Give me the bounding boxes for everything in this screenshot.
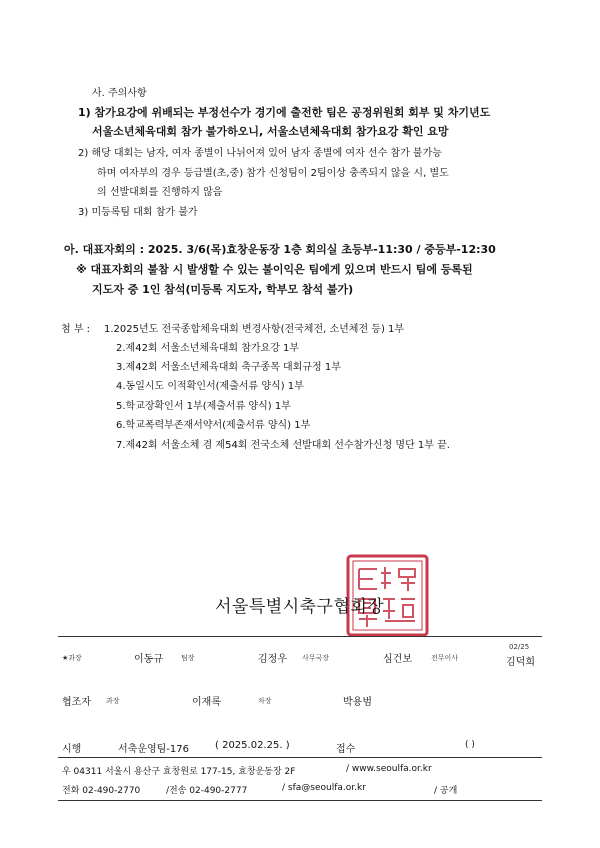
footer-address: 우 04311 서울시 용산구 효창원로 177-15, 효창운동장 2F — [62, 767, 296, 777]
enforce-number: 서축운영팀-176 — [118, 744, 189, 755]
approval-date-4: 02/25 — [509, 643, 530, 651]
attachments-label: 첨 부 : — [61, 324, 91, 335]
attachment-item: 6.학교폭력부존재서약서(제출서류 양식) 1부 — [116, 420, 311, 431]
receive-label: 접수 — [336, 744, 356, 755]
cooperation-role-2: 차장 — [258, 697, 272, 705]
divider-top — [58, 636, 542, 637]
footer-website[interactable]: / www.seoulfa.or.kr — [346, 764, 432, 774]
approval-role-3: 사무국장 — [302, 654, 330, 662]
cooperation-label: 협조자 — [62, 697, 91, 708]
divider-bottom — [58, 800, 542, 801]
section-sa-heading: 사. 주의사항 — [92, 88, 147, 99]
section-sa-item1-line2: 서울소년체육대회 참가 불가하오니, 서울소년체육대회 참가요강 확인 요망 — [92, 125, 449, 138]
attachment-item: 1.2025년도 전국종합체육대회 변경사항(전국체전, 소년체전 등) 1부 — [104, 324, 405, 335]
attachment-item: 3.제42회 서울소년체육대회 축구종목 대회규정 1부 — [116, 362, 341, 373]
attachment-item: 4.동일시도 이적확인서(제출서류 양식) 1부 — [116, 381, 304, 392]
footer-email[interactable]: / sfa@seoulfa.or.kr — [282, 783, 366, 793]
approval-name-4: 김덕희 — [506, 657, 535, 668]
section-sa-item2-line2: 하며 여자부의 경우 등급별(초,중) 참가 신청팀이 2팀이상 충족되지 않을 시, 별도 — [97, 168, 449, 179]
approval-role-4: 전무이사 — [431, 654, 459, 662]
approval-role-2: 팀장 — [181, 654, 195, 662]
section-a-note-line2: 지도자 중 1인 참석(미등록 지도자, 학부모 참석 불가) — [92, 283, 354, 296]
organization-title: 서울특별시축구협회장 — [215, 597, 385, 617]
section-a-line1: 아. 대표자회의 : 2025. 3/6(목)효창운동장 1층 회의실 초등부-11:30 / 중등부-12:30 — [64, 243, 496, 256]
section-sa-item2-line1: 2) 해당 대회는 남자, 여자 종별이 나뉘어져 있어 남자 종별에 여자 선수 참가 불가능 — [78, 148, 442, 159]
enforce-date: ( 2025.02.25. ) — [215, 740, 290, 751]
approval-name-1: 이동규 — [134, 654, 163, 665]
cooperation-role-1: 과장 — [106, 697, 120, 705]
footer-phone: 전화 02-490-2770 — [62, 786, 141, 796]
cooperation-name-1: 이재록 — [192, 697, 221, 708]
footer-fax: /전송 02-490-2777 — [166, 786, 248, 796]
attachment-item: 2.제42회 서울소년체육대회 참가요강 1부 — [116, 343, 300, 354]
footer-public: / 공개 — [434, 786, 458, 796]
divider-middle — [58, 757, 542, 758]
section-sa-item2-line3: 의 선발대회를 진행하지 않음 — [97, 187, 223, 198]
section-sa-item1-line1: 1) 참가요강에 위배되는 부정선수가 경기에 출전한 팀은 공정위원회 회부 및 차기년도 — [78, 106, 491, 119]
attachment-item: 5.학교장확인서 1부(제출서류 양식) 1부 — [116, 401, 291, 412]
attachment-item: 7.제42회 서울소체 겸 제54회 전국소체 선발대회 선수참가신청 명단 1부 끝. — [116, 440, 450, 451]
section-a-note-line1: ※ 대표자회의 불참 시 발생할 수 있는 불이익은 팀에게 있으며 반드시 팀에 등록된 — [76, 263, 473, 276]
approval-name-2: 김정우 — [258, 654, 287, 665]
enforce-label: 시행 — [62, 744, 82, 755]
approval-role-1: ★과장 — [62, 654, 82, 662]
cooperation-name-2: 박용범 — [343, 697, 372, 708]
section-sa-item3: 3) 미등록팀 대회 참가 불가 — [78, 207, 198, 218]
approval-name-3: 심건보 — [383, 654, 412, 665]
receive-paren: ( ) — [465, 740, 475, 750]
